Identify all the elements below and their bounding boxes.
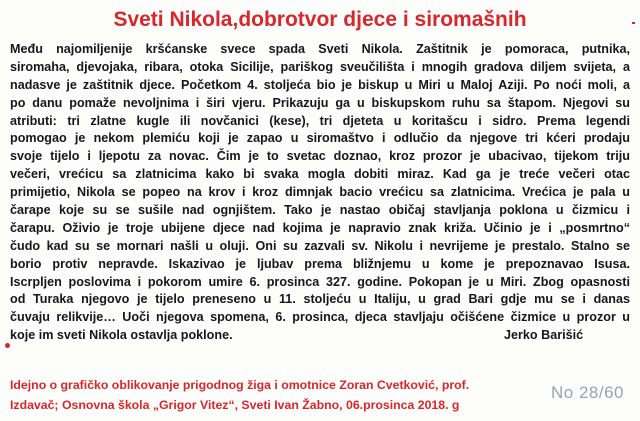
- text-line: od Turaka njegovo je tijelo preneseno u 11. stoljeću u Italiju, u grad Bari gdje mu se i danas: [10, 292, 630, 307]
- text-line: čarape koje su se sušile nad ognjištem. Tako je nastao običaj stavljanja poklona u čizmicu i: [10, 203, 630, 218]
- text-line: po danu pomaže nevoljnima i širi vjeru. Prikazuju ga u biskupskom ruhu sa štapom. Njegovi su: [10, 95, 630, 110]
- text-line: čuvaju relikvije… Uoči njegova spomena, 6. prosinca, djeca stavljaju očišćene čizmice u prozor u: [10, 310, 630, 325]
- text-line: nadasve je zaštitnik djece. Početkom 4. stoljeća bio je biskup u Miri u Maloj Aziji. Po noći moli, a: [10, 77, 630, 92]
- story-text: [10, 41, 630, 345]
- text-line: pomogao je nekom plemiću koji je zapao u siromaštvo i odlučio da njegove tri kćeri prodaju: [10, 131, 630, 146]
- closing-sentence: koje im sveti Nikola ostavlja poklone.: [10, 328, 233, 343]
- publisher-line: Izdavač; Osnovna škola „Grigor Vitez“, Sveti Ivan Žabno, 06.prosinca 2018. g: [10, 398, 460, 412]
- text-line: borio protiv nepravde. Iskazivao je ljubav prema bližnjemu u kome je prepoznavao Isusa.: [10, 256, 630, 271]
- author-signature: Jerko Barišić: [504, 328, 584, 343]
- design-credit: Idejno o grafičko oblikovanje prigodnog žiga i omotnice Zoran Cvetković, prof.: [10, 378, 470, 392]
- text-line: siromaha, djevojaka, ribara, otoka Sicilije, pariškog sveučilišta i mnogih gradova diljem svijeta, a: [10, 59, 630, 74]
- text-line: čudo kad su se mornari našli u oluji. Oni su zazvali sv. Nikolu i nevrijeme je prestalo. Stalno se: [10, 238, 630, 253]
- red-dot-mark: [5, 343, 10, 348]
- text-line: Među najomiljenije kršćanske svece spada Sveti Nikola. Zaštitnik je pomoraca, putnika,: [10, 42, 630, 56]
- text-line: primijetio, Nikola se popeo na krov i kroz dimnjak bacio vrećicu sa zlatnicima. Vrećica je pala u: [10, 185, 630, 200]
- text-line: svoje tijelo i ljepotu za novac. Čim je to svetac doznao, kroz prozor je ubacivao, tijekom triju: [10, 149, 630, 164]
- text-line: večeri, vrećicu sa zlatnicima kako bi svaka mogla dobiti miraz. Kad ga je treće večeri otac: [10, 167, 630, 182]
- text-line-last: [10, 327, 630, 345]
- serial-number: No 28/60: [551, 383, 624, 402]
- text-line: atributi: tri zlatne kugle ili novčanici (kese), tri djeteta u koritašcu i sidro. Prema legendi: [10, 113, 630, 128]
- text-line: Iscrpljen poslovima i pokorom umire 6. prosinca 327. godine. Pokopan je u Miri. Zbog opasnosti: [10, 274, 630, 289]
- page-title: Sveti Nikola,dobrotvor djece i siromašnih: [113, 8, 527, 31]
- text-line: čarapu. Oživio je troje ubijene djece nad kojima je napravio znak križa. Učinio je i „posmrtno“: [10, 220, 630, 235]
